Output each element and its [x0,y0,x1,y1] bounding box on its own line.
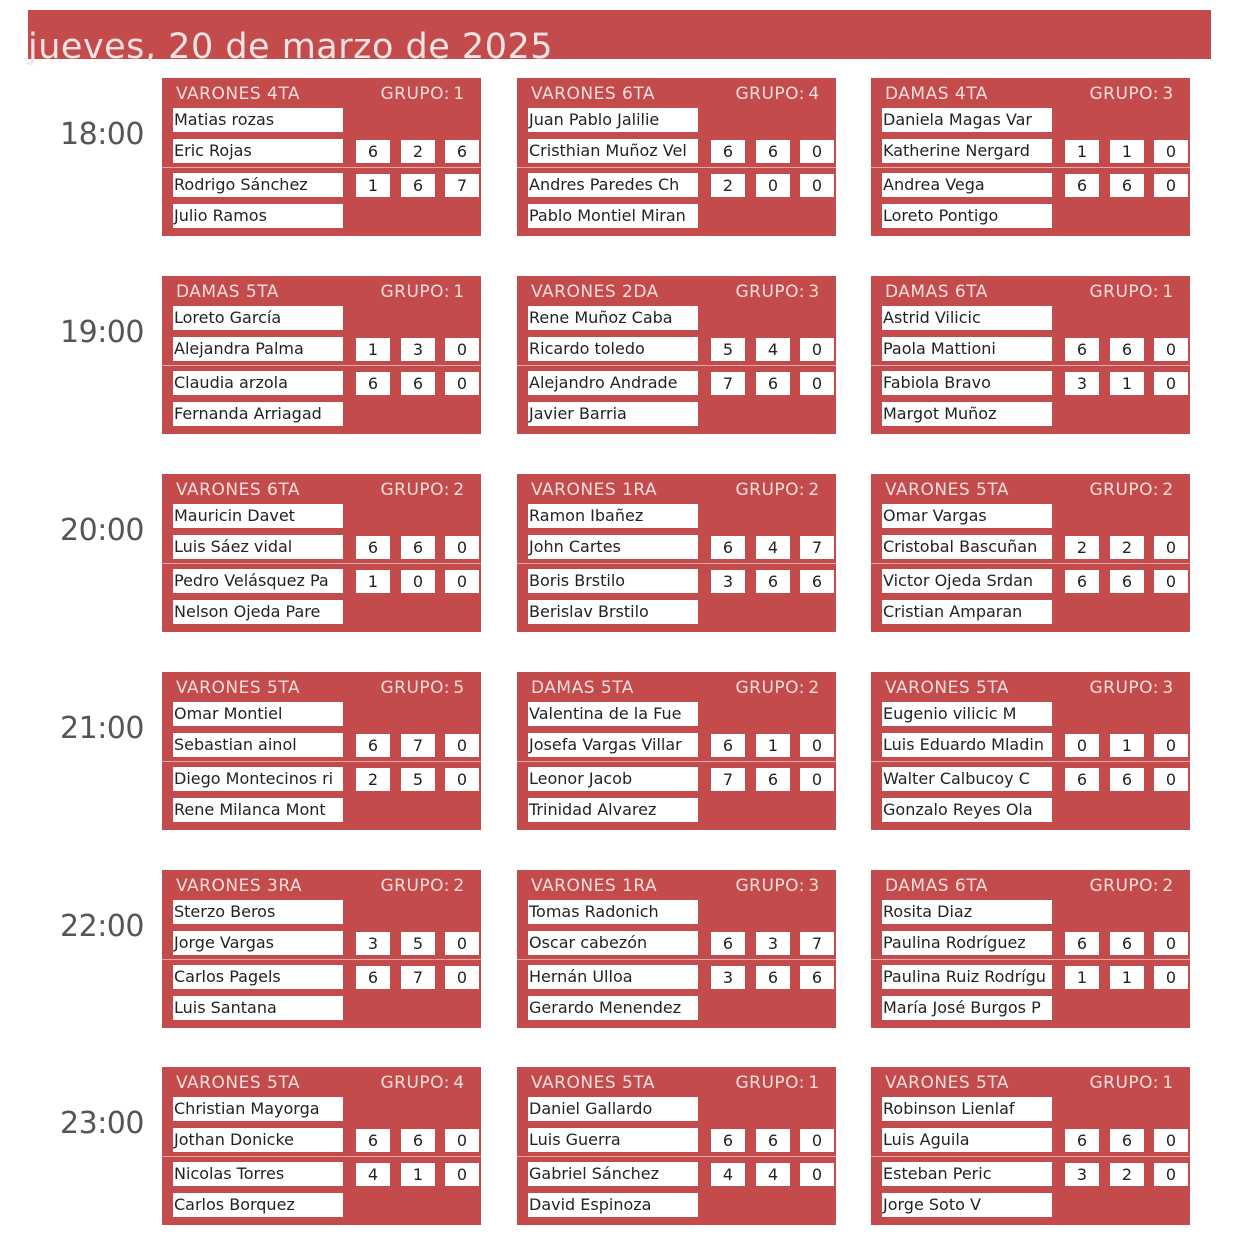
set-score: 0 [1154,338,1188,361]
player-name: Andres Paredes Ch [528,173,698,197]
set-score: 0 [800,768,834,791]
set-score: 0 [1154,372,1188,395]
player-name: Alejandra Palma [173,337,343,361]
set-score: 6 [756,570,790,593]
player-name: Tomas Radonich [528,900,698,924]
set-score: 6 [711,734,745,757]
group-number: 3 [1162,678,1174,698]
player-name: Daniela Magas Var [882,108,1052,132]
team-divider [162,1156,481,1157]
set-score: 0 [445,570,479,593]
player-name: Gabriel Sánchez [528,1162,698,1186]
team-divider [517,1156,836,1157]
group-number: 2 [453,480,465,500]
set-score: 0 [1154,1129,1188,1152]
set-score: 0 [800,734,834,757]
player-name: Eric Rojas [173,139,343,163]
player-name: Jorge Vargas [173,931,343,955]
player-name: Robinson Lienlaf [882,1097,1052,1121]
player-name: Mauricin Davet [173,504,343,528]
set-score: 2 [356,768,390,791]
player-name: Trinidad Alvarez [528,798,698,822]
set-score: 6 [1065,1129,1099,1152]
match-category: DAMAS 6TA [885,282,988,302]
player-name: Paulina Rodríguez [882,931,1052,955]
set-score: 0 [445,768,479,791]
player-name: Rene Milanca Mont [173,798,343,822]
player-name: Luis Santana [173,996,343,1020]
set-score: 5 [401,932,435,955]
group-number: 2 [1162,480,1174,500]
group-number: 1 [1162,282,1174,302]
player-name: Astrid Vilicic [882,306,1052,330]
group-label: GRUPO: [1089,678,1159,698]
player-name: Javier Barria [528,402,698,426]
group-number: 5 [453,678,465,698]
player-name: Hernán Ulloa [528,965,698,989]
team-divider [871,365,1190,366]
date-header [28,10,1211,67]
group-label: GRUPO: [380,84,450,104]
set-score: 1 [356,338,390,361]
group-label: GRUPO: [735,480,805,500]
match-card [162,78,481,236]
match-card [871,474,1190,632]
player-name: Luis Guerra [528,1128,698,1152]
player-name: Sterzo Beros [173,900,343,924]
match-category: VARONES 2DA [531,282,659,302]
player-name: Christian Mayorga [173,1097,343,1121]
time-label: 19:00 [60,315,144,350]
set-score: 0 [1154,734,1188,757]
set-score: 0 [800,1163,834,1186]
player-name: Nelson Ojeda Pare [173,600,343,624]
team-divider [871,761,1190,762]
set-score: 0 [800,1129,834,1152]
match-card [517,672,836,830]
group-number: 1 [808,1073,820,1093]
set-score: 6 [711,1129,745,1152]
group-label: GRUPO: [735,282,805,302]
set-score: 7 [401,966,435,989]
team-divider [162,959,481,960]
set-score: 1 [1110,372,1144,395]
set-score: 0 [445,536,479,559]
player-name: John Cartes [528,535,698,559]
player-name: Carlos Pagels [173,965,343,989]
player-name: Leonor Jacob [528,767,698,791]
player-name: Jothan Donicke [173,1128,343,1152]
group-label: GRUPO: [1089,282,1159,302]
set-score: 0 [445,966,479,989]
set-score: 7 [711,768,745,791]
set-score: 1 [1110,966,1144,989]
set-score: 4 [356,1163,390,1186]
set-score: 0 [445,338,479,361]
match-category: VARONES 5TA [885,480,1010,500]
player-name: Diego Montecinos ri [173,767,343,791]
set-score: 6 [1065,174,1099,197]
group-number: 1 [1162,1073,1174,1093]
player-name: Josefa Vargas Villar [528,733,698,757]
match-card [162,276,481,434]
set-score: 4 [756,536,790,559]
set-score: 0 [1154,768,1188,791]
set-score: 6 [756,140,790,163]
group-label: GRUPO: [735,1073,805,1093]
player-name: Matias rozas [173,108,343,132]
match-category: DAMAS 5TA [531,678,634,698]
set-score: 6 [1065,570,1099,593]
player-name: Cristhian Muñoz Vel [528,139,698,163]
set-score: 1 [1110,140,1144,163]
group-label: GRUPO: [380,678,450,698]
player-name: Boris Brstilo [528,569,698,593]
player-name: Cristian Amparan [882,600,1052,624]
team-divider [517,959,836,960]
set-score: 1 [1065,140,1099,163]
match-card [871,870,1190,1028]
set-score: 1 [356,570,390,593]
match-card [162,1067,481,1225]
set-score: 0 [1154,966,1188,989]
set-score: 0 [1154,174,1188,197]
set-score: 7 [445,174,479,197]
set-score: 0 [445,372,479,395]
match-category: DAMAS 6TA [885,876,988,896]
set-score: 0 [800,338,834,361]
match-card [162,474,481,632]
player-name: Rodrigo Sánchez [173,173,343,197]
set-score: 6 [1110,570,1144,593]
player-name: Daniel Gallardo [528,1097,698,1121]
set-score: 3 [711,966,745,989]
match-category: VARONES 1RA [531,876,658,896]
set-score: 6 [1110,338,1144,361]
set-score: 0 [1154,536,1188,559]
match-card [162,672,481,830]
time-label: 20:00 [60,513,144,548]
match-card [871,78,1190,236]
match-category: VARONES 5TA [176,678,301,698]
player-name: Fabiola Bravo [882,371,1052,395]
player-name: Pablo Montiel Miran [528,204,698,228]
match-card [517,276,836,434]
set-score: 6 [356,140,390,163]
set-score: 0 [401,570,435,593]
match-category: VARONES 1RA [531,480,658,500]
player-name: Claudia arzola [173,371,343,395]
player-name: Walter Calbucoy C [882,767,1052,791]
group-label: GRUPO: [380,480,450,500]
set-score: 2 [1065,536,1099,559]
team-divider [517,563,836,564]
set-score: 6 [401,536,435,559]
group-label: GRUPO: [1089,876,1159,896]
set-score: 6 [356,372,390,395]
set-score: 6 [756,768,790,791]
set-score: 6 [356,966,390,989]
set-score: 1 [756,734,790,757]
player-name: Luis Aguila [882,1128,1052,1152]
group-label: GRUPO: [380,282,450,302]
team-divider [162,167,481,168]
set-score: 6 [356,734,390,757]
player-name: Carlos Borquez [173,1193,343,1217]
set-score: 6 [1065,932,1099,955]
player-name: Victor Ojeda Srdan [882,569,1052,593]
match-card [517,474,836,632]
set-score: 0 [1154,570,1188,593]
match-card [517,1067,836,1225]
player-name: Rosita Diaz [882,900,1052,924]
set-score: 0 [445,932,479,955]
player-name: Cristobal Bascuñan [882,535,1052,559]
team-divider [871,167,1190,168]
set-score: 5 [401,768,435,791]
group-number: 2 [453,876,465,896]
set-score: 2 [711,174,745,197]
set-score: 6 [1110,174,1144,197]
set-score: 5 [711,338,745,361]
set-score: 4 [756,338,790,361]
player-name: David Espinoza [528,1193,698,1217]
player-name: Paola Mattioni [882,337,1052,361]
set-score: 3 [711,570,745,593]
set-score: 6 [356,1129,390,1152]
player-name: Berislav Brstilo [528,600,698,624]
match-card [871,1067,1190,1225]
match-category: VARONES 6TA [176,480,301,500]
player-name: María José Burgos P [882,996,1052,1020]
match-card [871,276,1190,434]
date-title: jueves, 20 de marzo de 2025 [28,27,553,67]
match-card [517,78,836,236]
set-score: 0 [445,1129,479,1152]
team-divider [517,365,836,366]
group-number: 1 [453,282,465,302]
set-score: 0 [800,174,834,197]
player-name: Loreto Pontigo [882,204,1052,228]
set-score: 3 [1065,1163,1099,1186]
time-label: 21:00 [60,711,144,746]
set-score: 1 [401,1163,435,1186]
set-score: 7 [401,734,435,757]
set-score: 6 [401,1129,435,1152]
team-divider [162,365,481,366]
group-number: 2 [808,678,820,698]
set-score: 2 [1110,1163,1144,1186]
match-card [162,870,481,1028]
team-divider [871,563,1190,564]
player-name: Omar Montiel [173,702,343,726]
set-score: 6 [356,536,390,559]
group-label: GRUPO: [735,876,805,896]
player-name: Margot Muñoz [882,402,1052,426]
set-score: 0 [445,734,479,757]
time-label: 23:00 [60,1106,144,1141]
group-label: GRUPO: [1089,84,1159,104]
team-divider [162,563,481,564]
set-score: 6 [756,966,790,989]
set-score: 0 [1154,1163,1188,1186]
set-score: 6 [756,372,790,395]
match-card [871,672,1190,830]
player-name: Ramon Ibañez [528,504,698,528]
player-name: Andrea Vega [882,173,1052,197]
set-score: 3 [401,338,435,361]
player-name: Julio Ramos [173,204,343,228]
team-divider [517,167,836,168]
player-name: Jorge Soto V [882,1193,1052,1217]
match-category: VARONES 5TA [531,1073,656,1093]
set-score: 6 [800,966,834,989]
set-score: 6 [711,536,745,559]
player-name: Fernanda Arriagad [173,402,343,426]
set-score: 6 [756,1129,790,1152]
player-name: Eugenio vilicic M [882,702,1052,726]
player-name: Katherine Nergard [882,139,1052,163]
set-score: 0 [800,140,834,163]
time-label: 22:00 [60,909,144,944]
set-score: 6 [401,174,435,197]
group-number: 3 [1162,84,1174,104]
player-name: Luis Eduardo Mladin [882,733,1052,757]
set-score: 4 [756,1163,790,1186]
group-number: 2 [808,480,820,500]
group-label: GRUPO: [1089,1073,1159,1093]
player-name: Omar Vargas [882,504,1052,528]
player-name: Alejandro Andrade [528,371,698,395]
group-number: 2 [1162,876,1174,896]
set-score: 6 [711,932,745,955]
player-name: Loreto García [173,306,343,330]
match-category: VARONES 6TA [531,84,656,104]
group-label: GRUPO: [735,84,805,104]
set-score: 0 [1065,734,1099,757]
set-score: 4 [711,1163,745,1186]
player-name: Nicolas Torres [173,1162,343,1186]
player-name: Pedro Velásquez Pa [173,569,343,593]
player-name: Luis Sáez vidal [173,535,343,559]
player-name: Paulina Ruiz Rodrígu [882,965,1052,989]
match-category: VARONES 4TA [176,84,301,104]
group-number: 3 [808,876,820,896]
group-number: 4 [808,84,820,104]
player-name: Oscar cabezón [528,931,698,955]
set-score: 7 [800,932,834,955]
set-score: 0 [800,372,834,395]
group-number: 1 [453,84,465,104]
group-number: 4 [453,1073,465,1093]
set-score: 7 [711,372,745,395]
group-label: GRUPO: [735,678,805,698]
set-score: 6 [1110,1129,1144,1152]
set-score: 6 [1110,932,1144,955]
player-name: Juan Pablo Jalilie [528,108,698,132]
group-label: GRUPO: [380,1073,450,1093]
set-score: 0 [1154,932,1188,955]
player-name: Gerardo Menendez [528,996,698,1020]
group-label: GRUPO: [380,876,450,896]
set-score: 6 [711,140,745,163]
match-category: VARONES 5TA [885,1073,1010,1093]
set-score: 0 [1154,140,1188,163]
match-category: DAMAS 5TA [176,282,279,302]
team-divider [517,761,836,762]
player-name: Rene Muñoz Caba [528,306,698,330]
set-score: 6 [445,140,479,163]
player-name: Valentina de la Fue [528,702,698,726]
set-score: 3 [356,932,390,955]
player-name: Esteban Peric [882,1162,1052,1186]
player-name: Sebastian ainol [173,733,343,757]
set-score: 1 [356,174,390,197]
player-name: Ricardo toledo [528,337,698,361]
group-label: GRUPO: [1089,480,1159,500]
team-divider [871,959,1190,960]
set-score: 6 [1110,768,1144,791]
time-label: 18:00 [60,117,144,152]
set-score: 6 [1065,768,1099,791]
match-card [517,870,836,1028]
set-score: 6 [1065,338,1099,361]
set-score: 2 [401,140,435,163]
set-score: 0 [756,174,790,197]
set-score: 1 [1110,734,1144,757]
team-divider [162,761,481,762]
set-score: 3 [756,932,790,955]
match-category: VARONES 3RA [176,876,303,896]
match-category: DAMAS 4TA [885,84,988,104]
set-score: 2 [1110,536,1144,559]
match-category: VARONES 5TA [885,678,1010,698]
set-score: 3 [1065,372,1099,395]
player-name: Gonzalo Reyes Ola [882,798,1052,822]
team-divider [871,1156,1190,1157]
match-category: VARONES 5TA [176,1073,301,1093]
group-number: 3 [808,282,820,302]
set-score: 1 [1065,966,1099,989]
set-score: 0 [445,1163,479,1186]
set-score: 6 [401,372,435,395]
set-score: 7 [800,536,834,559]
set-score: 6 [800,570,834,593]
